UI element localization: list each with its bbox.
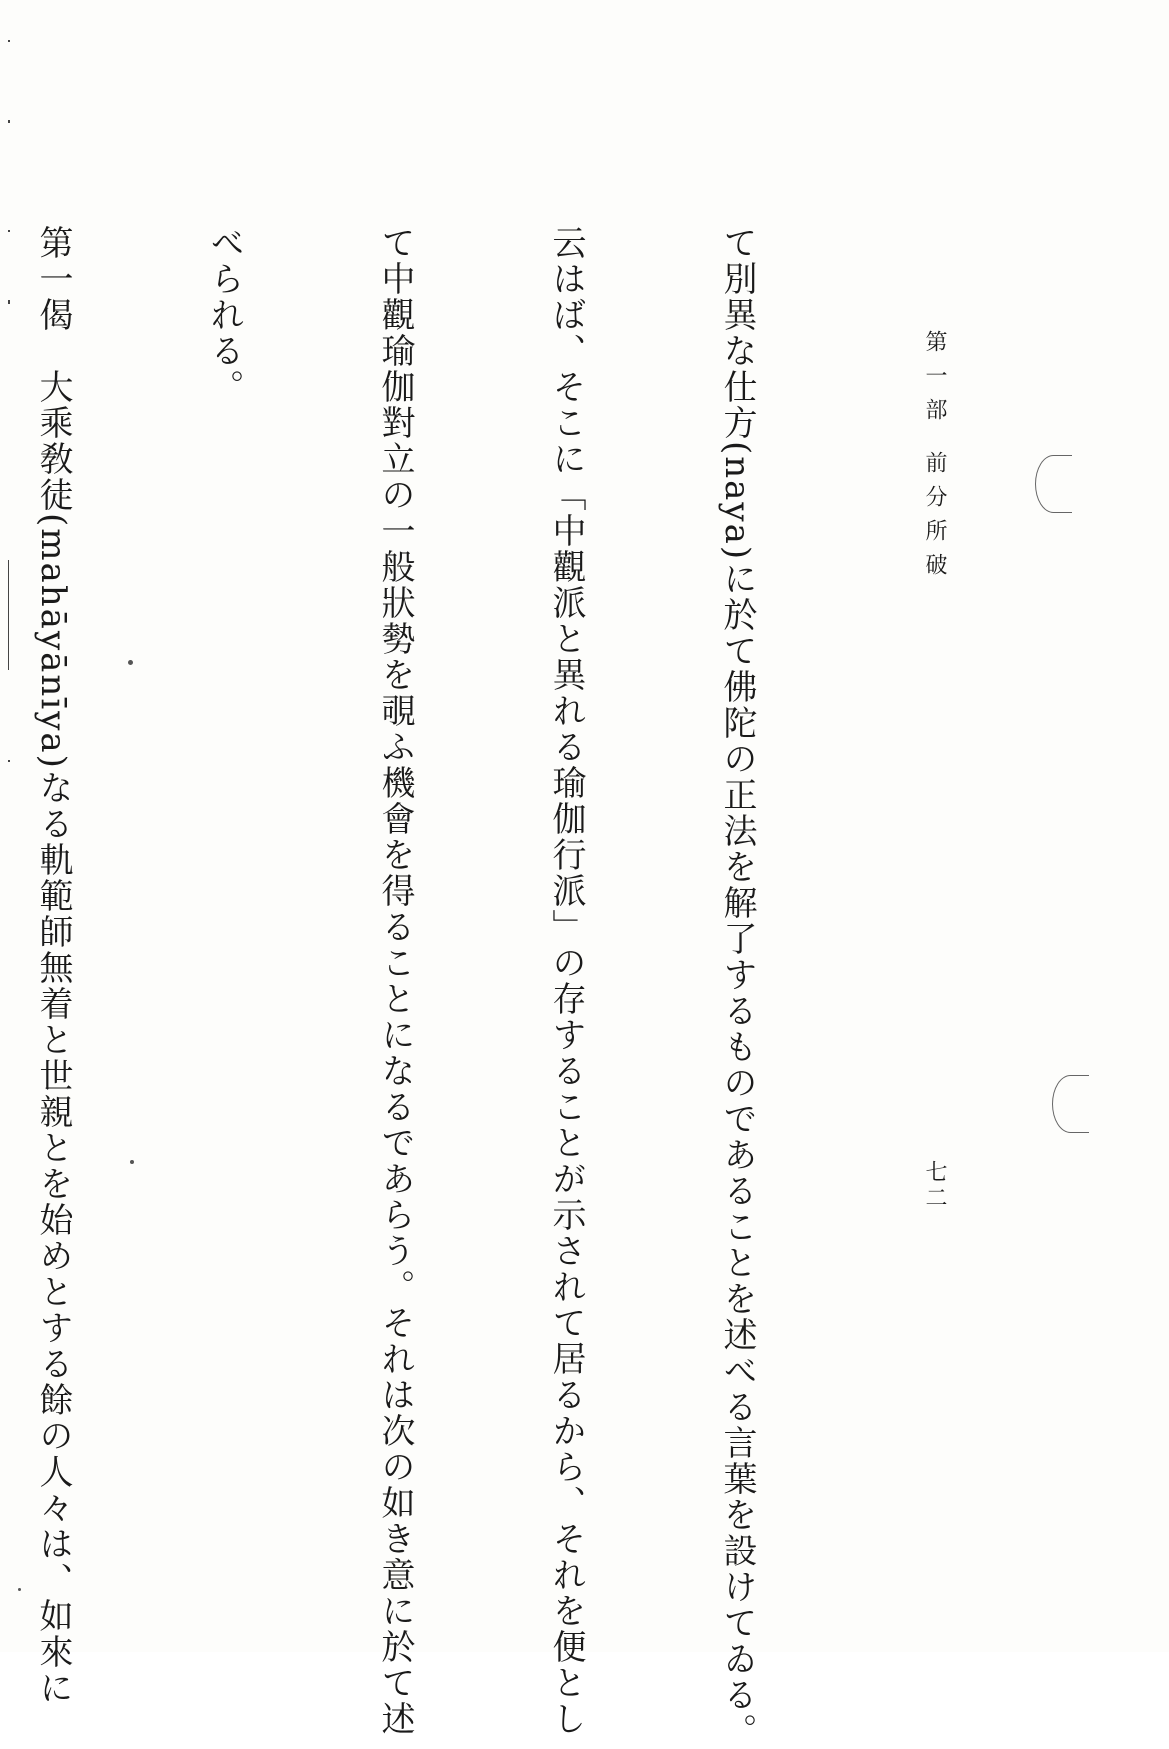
text-column-4: べられる。 bbox=[204, 225, 244, 405]
scan-speck bbox=[8, 40, 10, 42]
scan-speck bbox=[8, 300, 10, 304]
text-column-5: 第一偈 大乘敎徒(mahāyānīya)なる軌範師無着と世親とを始めとする餘の人々は、如來に bbox=[33, 225, 73, 1706]
text-column-2: 云はば、そこに「中觀派と異れる瑜伽行派」の存することが示されて居るから、それを便とし bbox=[546, 225, 586, 1737]
scan-speck bbox=[128, 660, 133, 665]
scan-line bbox=[8, 560, 9, 670]
body-text bbox=[0, 225, 879, 1749]
scan-speck bbox=[8, 760, 10, 762]
page-number: 七二 bbox=[922, 1160, 947, 1212]
scan-speck bbox=[8, 230, 10, 232]
scan-speck bbox=[130, 1160, 134, 1164]
punch-hole-mark bbox=[1052, 1075, 1089, 1133]
scan-speck bbox=[8, 120, 10, 123]
punch-hole-mark bbox=[1035, 455, 1072, 513]
running-title: 第一部 前分所破 bbox=[922, 330, 947, 587]
text-column-3: て中觀瑜伽對立の一般狀勢を覗ふ機會を得ることになるであらう。それは次の如き意に於て述 bbox=[375, 225, 415, 1737]
scan-speck bbox=[18, 1588, 21, 1591]
text-column-1: て別異な仕方(naya)に於て佛陀の正法を解了するものであることを述べる言葉を設けてゐる。 bbox=[717, 225, 757, 1749]
